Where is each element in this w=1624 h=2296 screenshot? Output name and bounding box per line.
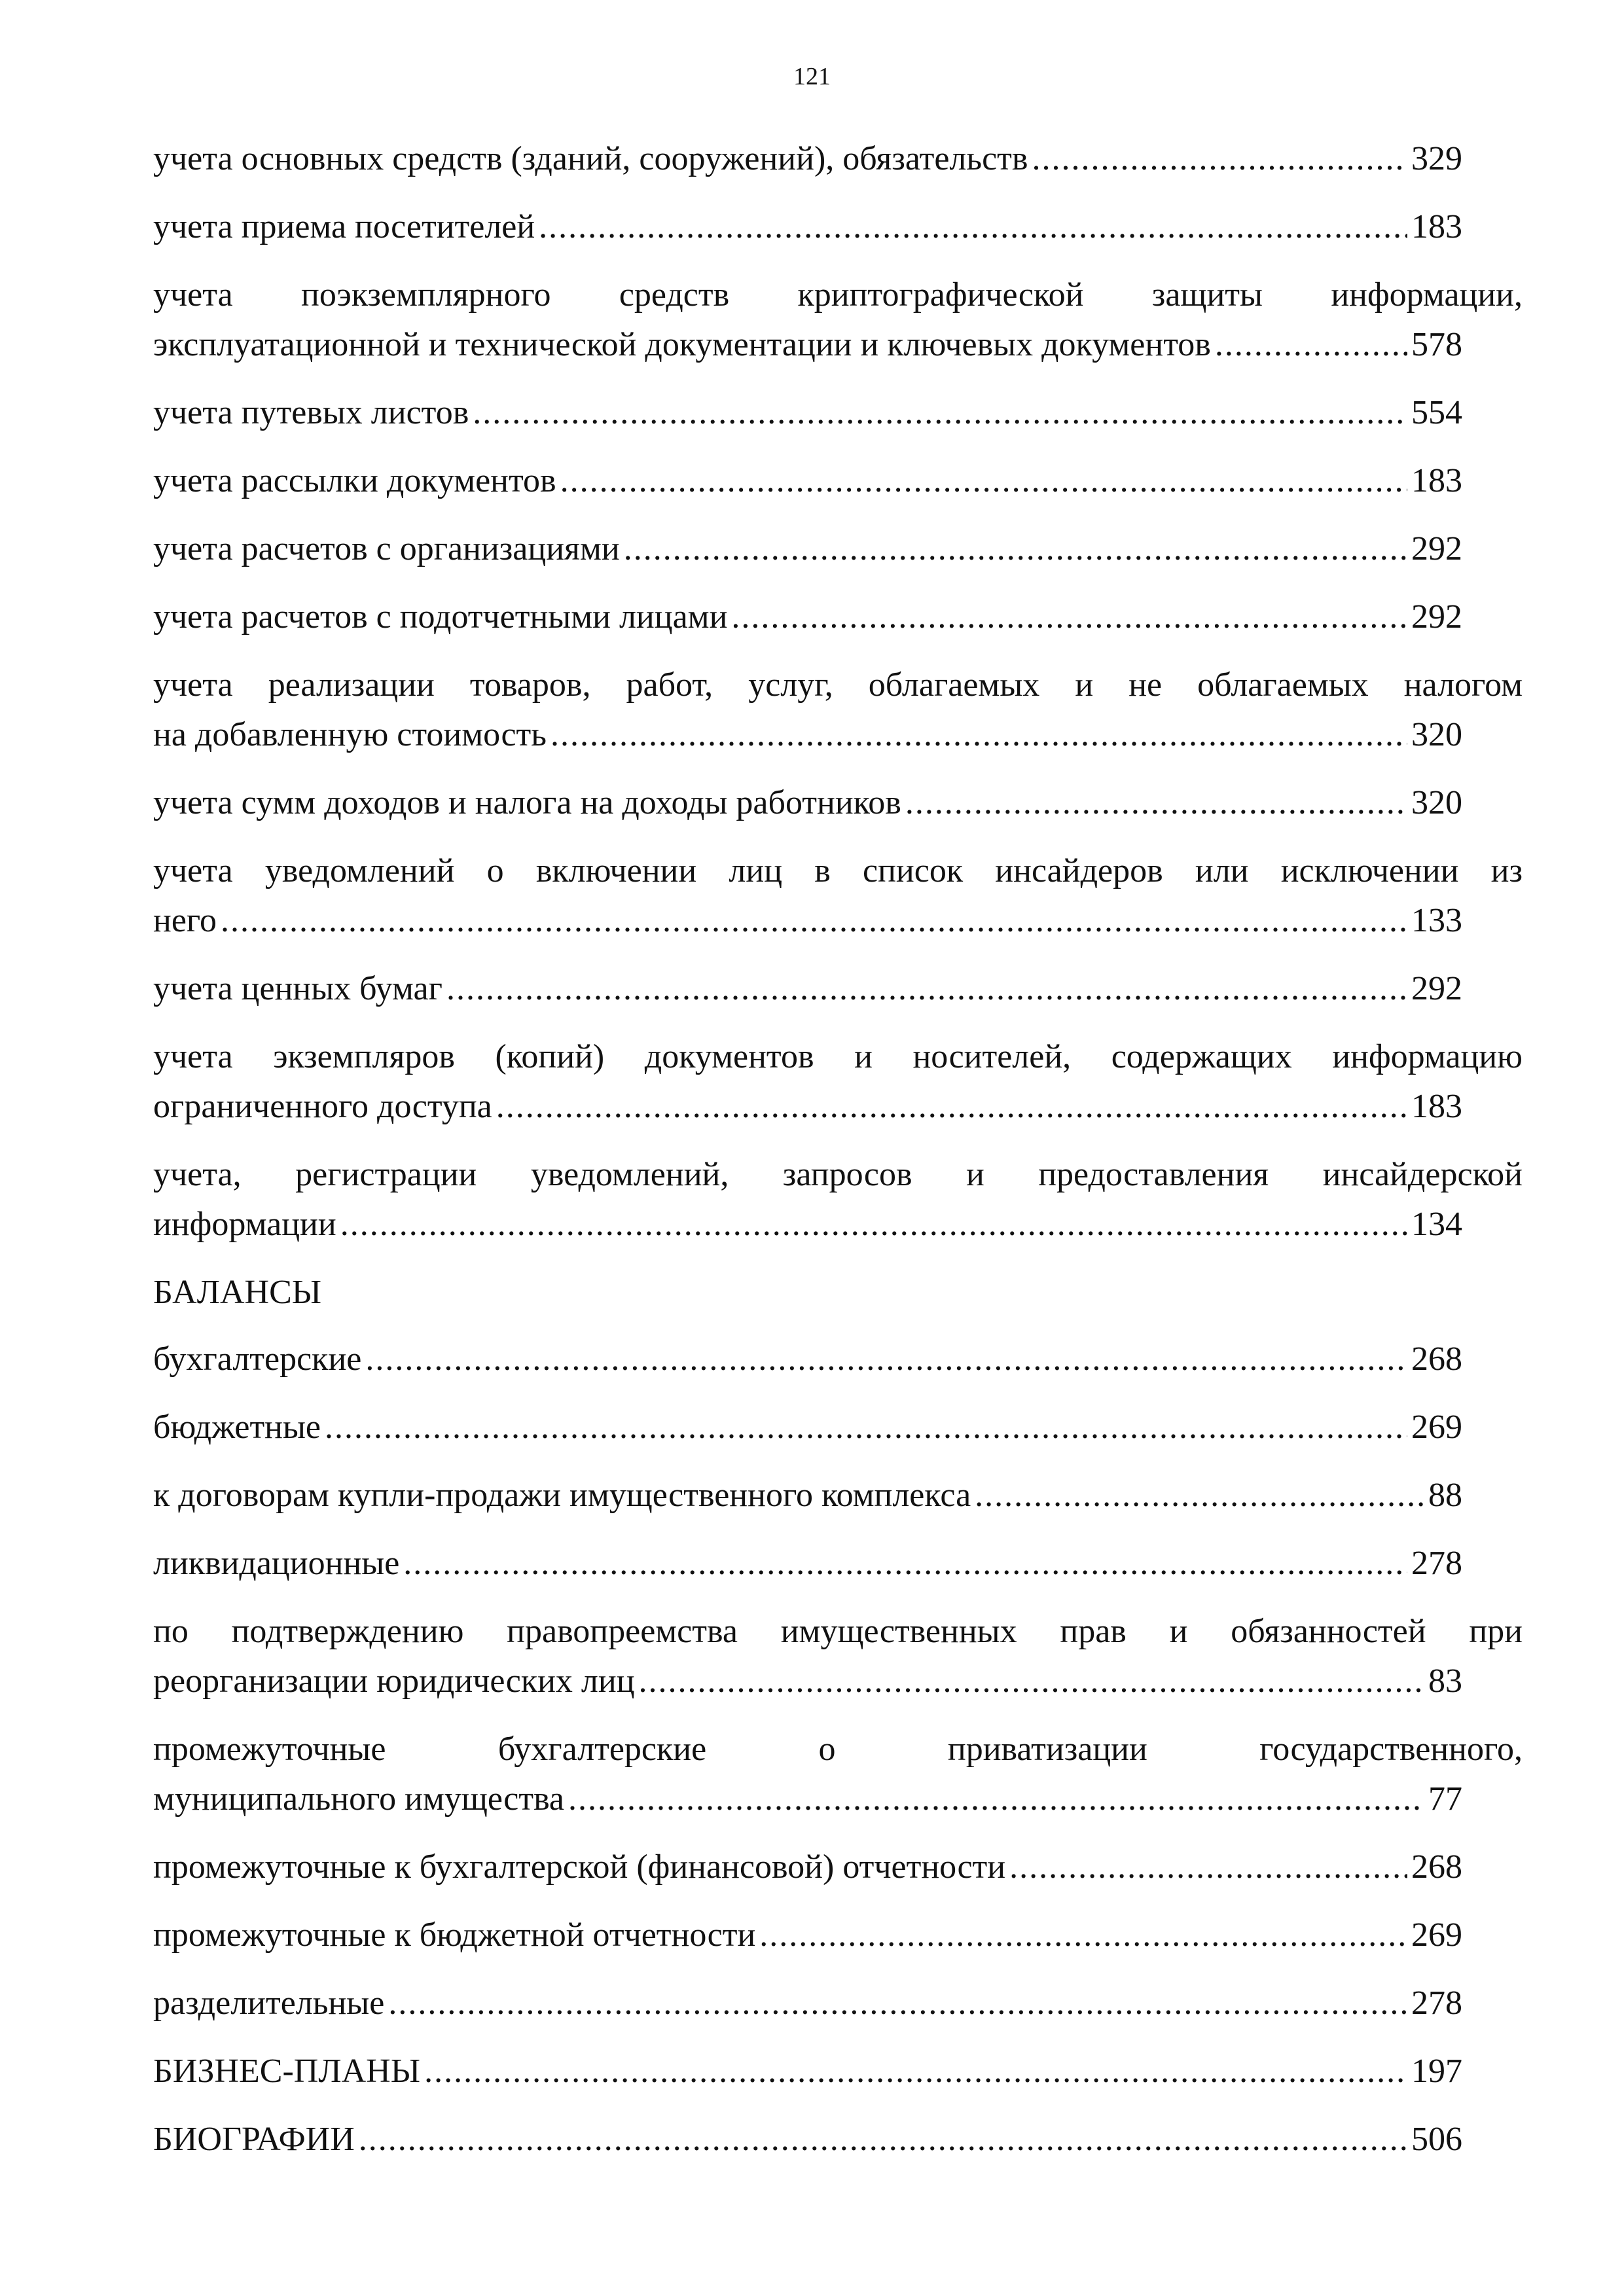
entry-text: учета сумм доходов и налога на доходы работников: [153, 784, 901, 821]
index-entry: [153, 1979, 1523, 2028]
dot-leader: [731, 592, 1407, 642]
entry-text: промежуточные к бюджетной отчетности: [153, 1916, 756, 1954]
dot-leader: [365, 1335, 1407, 1384]
index-entry: [153, 1032, 1523, 1132]
entry-text-line: по подтверждению правопреемства имущественных прав и обязанностей при: [153, 1613, 1523, 1650]
entry-page-number: 554: [1411, 394, 1462, 431]
entry-leader-line: [153, 778, 1462, 828]
entry-text: учета расчетов с организациями: [153, 530, 620, 567]
dot-leader: [550, 710, 1407, 760]
index-heading: БАЛАНСЫ: [153, 1274, 322, 1311]
index-entry: [153, 270, 1523, 370]
entry-text: БИЗНЕС-ПЛАНЫ: [153, 2053, 421, 2090]
entry-page-number: 134: [1411, 1206, 1462, 1243]
entry-page-number: 268: [1411, 1340, 1462, 1378]
index-entry: [153, 202, 1523, 252]
entry-leader-line: [153, 134, 1462, 184]
dot-leader: [325, 1403, 1407, 1452]
entry-text: учета путевых листов: [153, 394, 469, 431]
entry-leader-line: [153, 1842, 1462, 1892]
entry-text-line: учета, регистрации уведомлений, запросов и предоставления инсайдерской: [153, 1156, 1523, 1193]
index-entry: [153, 1607, 1523, 1706]
entry-page-number: 77: [1428, 1780, 1462, 1818]
entry-page-number: 133: [1411, 902, 1462, 939]
entry-page-number: 292: [1411, 530, 1462, 567]
entry-text: бюджетные: [153, 1408, 321, 1446]
entry-text: учета расчетов с подотчетными лицами: [153, 598, 728, 636]
index-entry: [153, 134, 1523, 184]
entry-page-number: 278: [1411, 1984, 1462, 2022]
entry-page-number: 329: [1411, 140, 1462, 177]
entry-text: БИОГРАФИИ: [153, 2121, 355, 2158]
dot-leader: [539, 202, 1407, 252]
dot-leader: [568, 1774, 1424, 1824]
entry-leader-line: [153, 592, 1462, 642]
index-entry: [153, 592, 1523, 642]
entry-leader-line: [153, 388, 1462, 438]
index-entry: [153, 1842, 1523, 1892]
entry-leader-line: [153, 1403, 1462, 1452]
entry-leader-line: [153, 710, 1462, 760]
dot-leader: [388, 1979, 1407, 2028]
entry-page-number: 183: [1411, 462, 1462, 499]
dot-leader: [340, 1200, 1407, 1249]
entry-text-line: учета уведомлений о включении лиц в список инсайдеров или исключении из: [153, 852, 1523, 889]
index-entry: [153, 964, 1523, 1014]
index-entry: [153, 1150, 1523, 1249]
entry-text: ликвидационные: [153, 1545, 400, 1582]
entry-text: информации: [153, 1206, 336, 1243]
dot-leader: [639, 1657, 1424, 1706]
entry-text-line: учета реализации товаров, работ, услуг, облагаемых и не облагаемых налогом: [153, 666, 1523, 704]
entry-text: учета ценных бумаг: [153, 970, 442, 1007]
entry-page-number: 197: [1411, 2053, 1462, 2090]
entry-page-number: 268: [1411, 1848, 1462, 1886]
index-entry: [153, 524, 1523, 574]
index-entry: [153, 1335, 1523, 1384]
entry-page-number: 292: [1411, 970, 1462, 1007]
entry-leader-line: [153, 1082, 1462, 1132]
index-entry: [153, 456, 1523, 506]
entry-leader-line: [153, 524, 1462, 574]
entry-text-line: промежуточные бухгалтерские о приватизации государственного,: [153, 1731, 1523, 1768]
entry-page-number: 83: [1428, 1662, 1462, 1700]
entry-leader-line: [153, 1335, 1462, 1384]
entry-text: учета приема посетителей: [153, 208, 535, 245]
dot-leader: [1215, 320, 1407, 370]
entry-page-number: 578: [1411, 326, 1462, 363]
entry-text-line: учета поэкземплярного средств криптографической защиты информации,: [153, 276, 1523, 314]
dot-leader: [1032, 134, 1407, 184]
index-entry: [153, 1471, 1523, 1520]
dot-leader: [496, 1082, 1407, 1132]
dot-leader: [624, 524, 1407, 574]
entry-text: него: [153, 902, 217, 939]
entry-text: бухгалтерские: [153, 1340, 362, 1378]
dot-leader: [975, 1471, 1424, 1520]
entry-leader-line: [153, 1657, 1462, 1706]
entry-text: к договорам купли-продажи имущественного комплекса: [153, 1477, 971, 1514]
entry-leader-line: [153, 1979, 1462, 2028]
entry-leader-line: [153, 1200, 1462, 1249]
entry-page-number: 88: [1428, 1477, 1462, 1514]
entry-page-number: 292: [1411, 598, 1462, 636]
entry-page-number: 183: [1411, 1088, 1462, 1125]
dot-leader: [446, 964, 1407, 1014]
dot-leader: [424, 2047, 1407, 2096]
entry-leader-line: [153, 2115, 1462, 2164]
entry-leader-line: [153, 320, 1462, 370]
index-entry: [153, 1403, 1523, 1452]
entry-leader-line: [153, 2047, 1462, 2096]
entry-leader-line: [153, 456, 1462, 506]
index-entry: [153, 846, 1523, 946]
entry-page-number: 269: [1411, 1408, 1462, 1446]
dot-leader: [473, 388, 1407, 438]
entry-text-line: учета экземпляров (копий) документов и носителей, содержащих информацию: [153, 1038, 1523, 1075]
dot-leader: [359, 2115, 1407, 2164]
page-number: 121: [793, 63, 831, 90]
entry-leader-line: [153, 896, 1462, 946]
entry-text: учета рассылки документов: [153, 462, 556, 499]
entry-text: на добавленную стоимость: [153, 716, 547, 753]
entry-text: реорганизации юридических лиц: [153, 1662, 635, 1700]
entry-page-number: 269: [1411, 1916, 1462, 1954]
index-entry: [153, 1539, 1523, 1588]
entry-text: ограниченного доступа: [153, 1088, 492, 1125]
index-entries: [153, 134, 1523, 2183]
index-entry: [153, 1725, 1523, 1824]
entry-text: промежуточные к бухгалтерской (финансовой) отчетности: [153, 1848, 1006, 1886]
entry-page-number: 320: [1411, 716, 1462, 753]
index-entry: [153, 388, 1523, 438]
dot-leader: [1009, 1842, 1407, 1892]
entry-page-number: 278: [1411, 1545, 1462, 1582]
index-entry: [153, 2115, 1523, 2164]
entry-leader-line: [153, 1774, 1462, 1824]
index-entry: [153, 1910, 1523, 1960]
entry-text: разделительные: [153, 1984, 385, 2022]
entry-text: эксплуатационной и технической документации и ключевых документов: [153, 326, 1211, 363]
entry-leader-line: [153, 1539, 1462, 1588]
dot-leader: [759, 1910, 1407, 1960]
entry-leader-line: [153, 202, 1462, 252]
dot-leader: [560, 456, 1407, 506]
index-entry: [153, 660, 1523, 760]
dot-leader: [221, 896, 1407, 946]
entry-text: учета основных средств (зданий, сооружений), обязательств: [153, 140, 1028, 177]
entry-leader-line: [153, 1910, 1462, 1960]
index-entry: [153, 778, 1523, 828]
index-entry: [153, 2047, 1523, 2096]
entry-leader-line: [153, 964, 1462, 1014]
entry-page-number: 320: [1411, 784, 1462, 821]
dot-leader: [905, 778, 1407, 828]
entry-leader-line: [153, 1471, 1462, 1520]
entry-page-number: 183: [1411, 208, 1462, 245]
entry-page-number: 506: [1411, 2121, 1462, 2158]
entry-text: муниципального имущества: [153, 1780, 565, 1818]
dot-leader: [403, 1539, 1407, 1588]
